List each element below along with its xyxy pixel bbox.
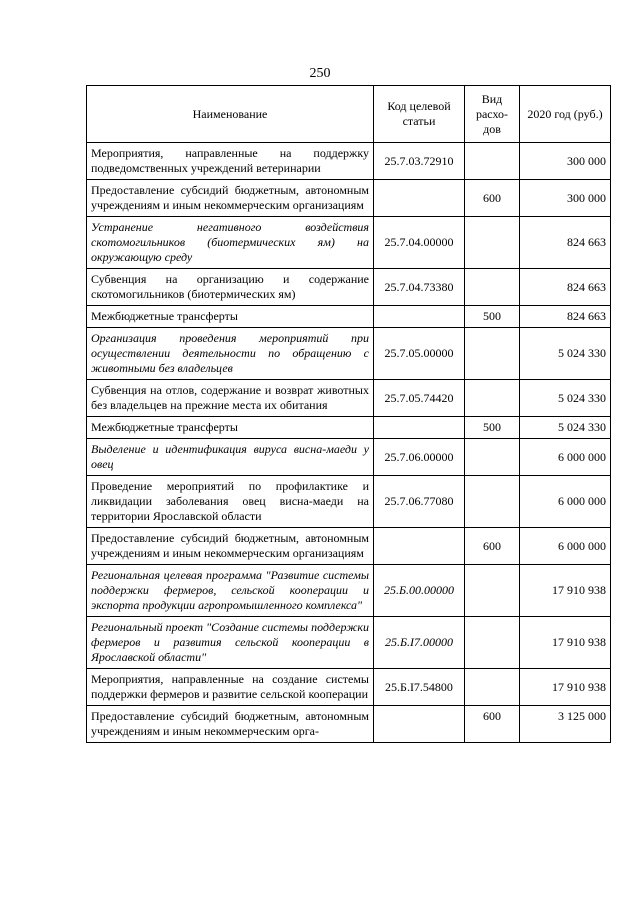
table-row: [87, 669, 611, 706]
table-row: [87, 476, 611, 528]
row-code: 25.7.05.74420: [374, 380, 465, 417]
row-name: Межбюджетные трансферты: [87, 306, 374, 328]
table-row: [87, 306, 611, 328]
row-name: Региональная целевая программа "Развитие системы поддержки фермеров, сельской кооперации и экспорта продукции агропромышленного комплекса": [87, 565, 374, 617]
budget-table: [86, 85, 611, 743]
row-name: Устранение негативного воздействия скотомогильников (биотермических ям) на окружающую среду: [87, 217, 374, 269]
row-kind: [465, 565, 520, 617]
row-amount: 824 663: [520, 269, 611, 306]
row-code: 25.Б.I7.54800: [374, 669, 465, 706]
row-kind: 600: [465, 180, 520, 217]
header-code: Код целевой статьи: [374, 86, 465, 143]
table-row: [87, 269, 611, 306]
header-name: Наименование: [87, 86, 374, 143]
header-amount: 2020 год (руб.): [520, 86, 611, 143]
row-name: Проведение мероприятий по профилактике и ликвидации заболевания овец висна-маеди на территории Ярославской области: [87, 476, 374, 528]
row-kind: 600: [465, 706, 520, 743]
row-kind: [465, 669, 520, 706]
row-code: 25.7.04.73380: [374, 269, 465, 306]
table-row: [87, 180, 611, 217]
row-kind: [465, 617, 520, 669]
row-name: Предоставление субсидий бюджетным, автономным учреждениям и иным некоммерческим орга-: [87, 706, 374, 743]
row-kind: 500: [465, 306, 520, 328]
row-amount: 300 000: [520, 143, 611, 180]
row-code: [374, 706, 465, 743]
row-amount: 5 024 330: [520, 328, 611, 380]
row-code: 25.7.05.00000: [374, 328, 465, 380]
table-row: [87, 565, 611, 617]
row-name: Выделение и идентификация вируса висна-маеди у овец: [87, 439, 374, 476]
table-row: [87, 706, 611, 743]
row-code: [374, 180, 465, 217]
row-name: Организация проведения мероприятий при осуществлении деятельности по обращению с животными без владельцев: [87, 328, 374, 380]
row-kind: [465, 217, 520, 269]
table-row: [87, 528, 611, 565]
row-amount: 3 125 000: [520, 706, 611, 743]
table-row: [87, 143, 611, 180]
row-amount: 5 024 330: [520, 380, 611, 417]
row-amount: 6 000 000: [520, 439, 611, 476]
row-code: [374, 417, 465, 439]
row-amount: 824 663: [520, 217, 611, 269]
row-kind: [465, 269, 520, 306]
row-kind: 600: [465, 528, 520, 565]
table-row: [87, 328, 611, 380]
row-name: Региональный проект "Создание системы поддержки фермеров и развития сельской кооперации в Ярославской области": [87, 617, 374, 669]
table-row: [87, 380, 611, 417]
row-code: 25.7.06.77080: [374, 476, 465, 528]
row-code: 25.Б.I7.00000: [374, 617, 465, 669]
header-kind: Вид расхо-дов: [465, 86, 520, 143]
row-name: Мероприятия, направленные на поддержку подведомственных учреждений ветеринарии: [87, 143, 374, 180]
row-amount: 17 910 938: [520, 669, 611, 706]
row-code: 25.7.06.00000: [374, 439, 465, 476]
row-code: [374, 306, 465, 328]
row-code: 25.Б.00.00000: [374, 565, 465, 617]
table-row: [87, 439, 611, 476]
row-kind: [465, 380, 520, 417]
row-name: Субвенция на организацию и содержание скотомогильников (биотермических ям): [87, 269, 374, 306]
row-code: [374, 528, 465, 565]
row-amount: 17 910 938: [520, 565, 611, 617]
row-kind: [465, 143, 520, 180]
table-row: [87, 217, 611, 269]
row-name: Субвенция на отлов, содержание и возврат животных без владельцев на прежние места их обитания: [87, 380, 374, 417]
table-row: [87, 617, 611, 669]
row-kind: [465, 328, 520, 380]
row-name: Предоставление субсидий бюджетным, автономным учреждениям и иным некоммерческим организациям: [87, 180, 374, 217]
row-name: Мероприятия, направленные на создание системы поддержки фермеров и развитие сельской кооперации: [87, 669, 374, 706]
row-name: Межбюджетные трансферты: [87, 417, 374, 439]
row-code: 25.7.04.00000: [374, 217, 465, 269]
row-amount: 17 910 938: [520, 617, 611, 669]
row-amount: 300 000: [520, 180, 611, 217]
page-number: 250: [309, 66, 331, 81]
table-row: [87, 417, 611, 439]
row-amount: 6 000 000: [520, 476, 611, 528]
row-code: 25.7.03.72910: [374, 143, 465, 180]
row-amount: 5 024 330: [520, 417, 611, 439]
row-kind: [465, 439, 520, 476]
row-kind: 500: [465, 417, 520, 439]
row-amount: 824 663: [520, 306, 611, 328]
row-amount: 6 000 000: [520, 528, 611, 565]
row-name: Предоставление субсидий бюджетным, автономным учреждениям и иным некоммерческим организациям: [87, 528, 374, 565]
table-header-row: [87, 86, 611, 143]
row-kind: [465, 476, 520, 528]
